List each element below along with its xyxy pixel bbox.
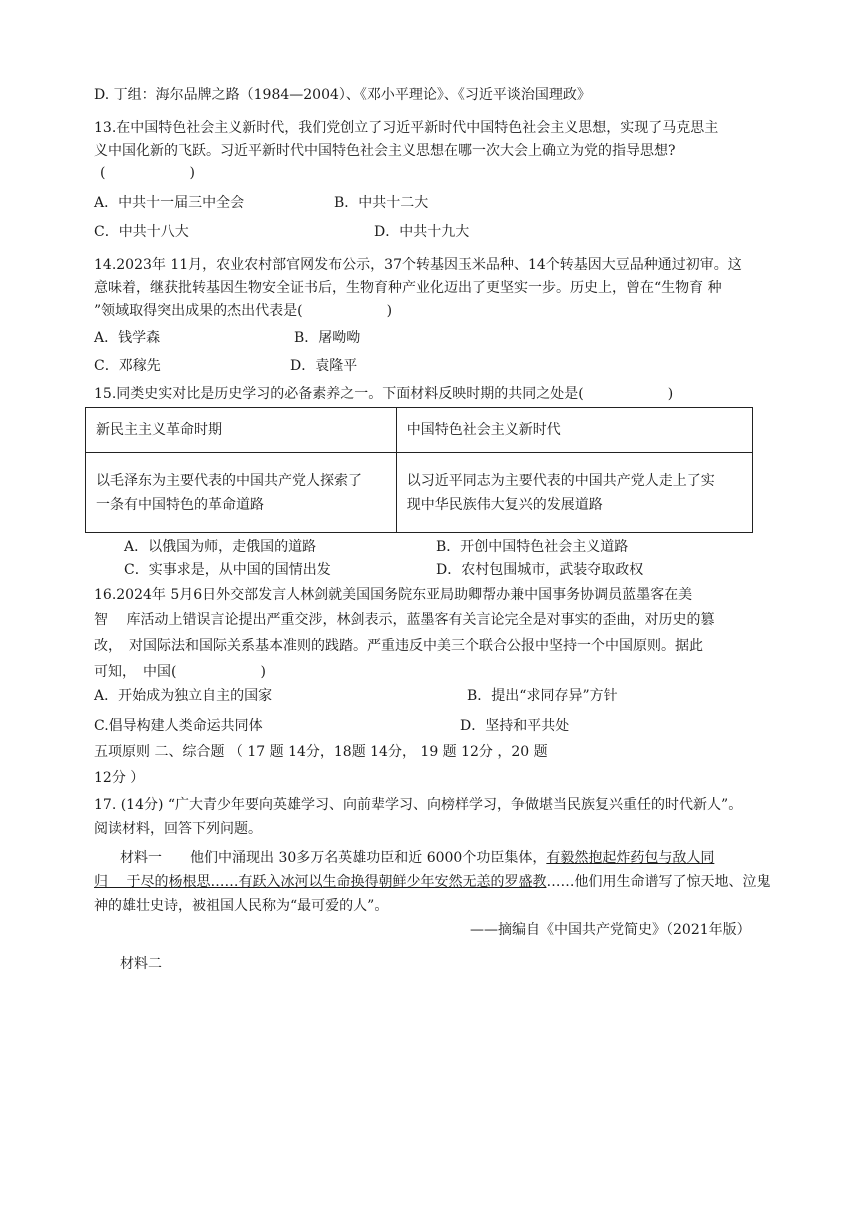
section-heading-line2: 12分 ） [94,770,145,786]
q17-material1-line1 [120,848,714,868]
table-cell-col1-line1: 以毛泽东为主要代表的中国共产党人探索了 [96,472,362,489]
q13-stem-line1: 13.在中国特色社会主义新时代，我们党创立了习近平新时代中国特色社会主义思想，实现了马克思主 [94,120,719,136]
q16-option-d: D．坚持和平共处 [460,718,570,734]
q16-stem-line1: 16.2024年 5月6日外交部发言人林剑就美国国务院东亚局助卿帮办兼中国事务协调员蓝墨客在美 [94,587,693,603]
q16-stem-line3: 改， 对国际法和国际关系基本准则的践踏。严重违反中美三个联合公报中坚持一个中国原则。据此 [94,638,703,654]
q17-stem-line1: 17. (14分) “广大青少年要向英雄学习、向前辈学习、向榜样学习，争做堪当民族复兴重任的时代新人”。 [94,797,743,813]
q15-option-a: A．以俄国为师，走俄国的道路 [124,539,317,555]
table-header-col2: 中国特色社会主义新时代 [396,408,752,453]
q15-option-d: D．农村包围城市，武装夺取政权 [436,562,644,578]
table-cell-col2-line1: 以习近平同志为主要代表的中国共产党人走上了实 [406,472,715,489]
table-cell-col2 [396,453,752,533]
q13-option-b: B．中共十二大 [334,195,429,211]
table-row [86,453,753,533]
table-cell-col1-line2: 一条有中国特色的革命道路 [96,496,264,513]
section-heading-line1: 五项原则 二、综合题 （ 17 题 14分，18题 14分， 19 题 12分 ，20 题 [94,744,548,760]
q16-option-b: B．提出“求同存异”方针 [467,688,618,704]
q13-answer-blank: ( ) [100,165,195,181]
q15-comparison-table [85,407,753,533]
q13-option-c: C．中共十八大 [94,224,189,240]
q14-option-c: C．邓稼先 [94,358,161,374]
q13-option-d: D．中共十九大 [374,224,470,240]
material1-label: 材料一 [120,850,162,866]
q16-option-c: C.倡导构建人类命运共同体 [94,718,263,734]
q14-stem-line2: 意味着，继获批转基因生物安全证书后，生物育种产业化迈出了更坚实一步。历史上，曾在“生物育 种 [94,280,722,296]
q15-option-b: B．开创中国特色社会主义道路 [436,539,629,555]
material1-underlined-text-2: 归 于尽的杨根思……有跃入冰河以生命换得朝鲜少年安然无恙的罗盛教 [94,874,547,890]
q17-material1-line3: 神的雄壮史诗，被祖国人民称为“最可爱的人”。 [94,898,389,914]
material1-text-2: ……他们用生命谱写了惊天地、泣鬼 [546,874,771,890]
q16-stem-line2: 智 库活动上错误言论提出严重交涉，林剑表示，蓝墨客有关言论完全是对事实的歪曲，对历史的篡 [94,612,715,628]
q14-option-b: B．屠呦呦 [294,330,361,346]
q14-option-a: A．钱学森 [94,330,161,346]
table-header-row [86,408,753,453]
q15-option-c: C．实事求是，从中国的国情出发 [124,562,331,578]
material1-text: 他们中涌现出 30多万名英雄功臣和近 6000个功臣集体， [190,850,547,866]
q13-stem-line2: 义中国化新的飞跃。习近平新时代中国特色社会主义思想在哪一次大会上确立为党的指导思想? [94,143,676,159]
table-cell-col2-line2: 现中华民族伟大复兴的发展道路 [406,496,603,513]
q17-material1-line2 [94,872,770,892]
q16-stem-line4: 可知， 中国( ) [94,664,266,680]
q17-stem-line2: 阅读材料，回答下列问题。 [94,821,262,837]
q14-stem-line3: ”领域取得突出成果的杰出代表是( ) [94,303,393,319]
table-header-col1: 新民主主义革命时期 [86,408,397,453]
q14-option-d: D．袁隆平 [290,358,358,374]
table-cell-col1 [86,453,397,533]
material1-underlined-text: 有毅然抱起炸药包与敌人同 [546,850,715,866]
material2-label: 材料二 [120,956,162,972]
q16-option-a: A．开始成为独立自主的国家 [94,688,273,704]
q15-stem: 15.同类史实对比是历史学习的必备素养之一。下面材料反映时期的共同之处是( ) [94,386,674,402]
q14-stem-line1: 14.2023年 11月，农业农村部官网发布公示，37个转基因玉米品种、14个转基因大豆品种通过初审。这 [94,257,742,273]
material1-source: ——摘编自《中国共产党简史》（2021年版） [470,922,751,938]
q12-option-d: D. 丁组：海尔品牌之路（1984—2004）、《邓小平理论》、《习近平谈治国理政》 [94,87,591,103]
q13-option-a: A．中共十一届三中全会 [94,195,245,211]
